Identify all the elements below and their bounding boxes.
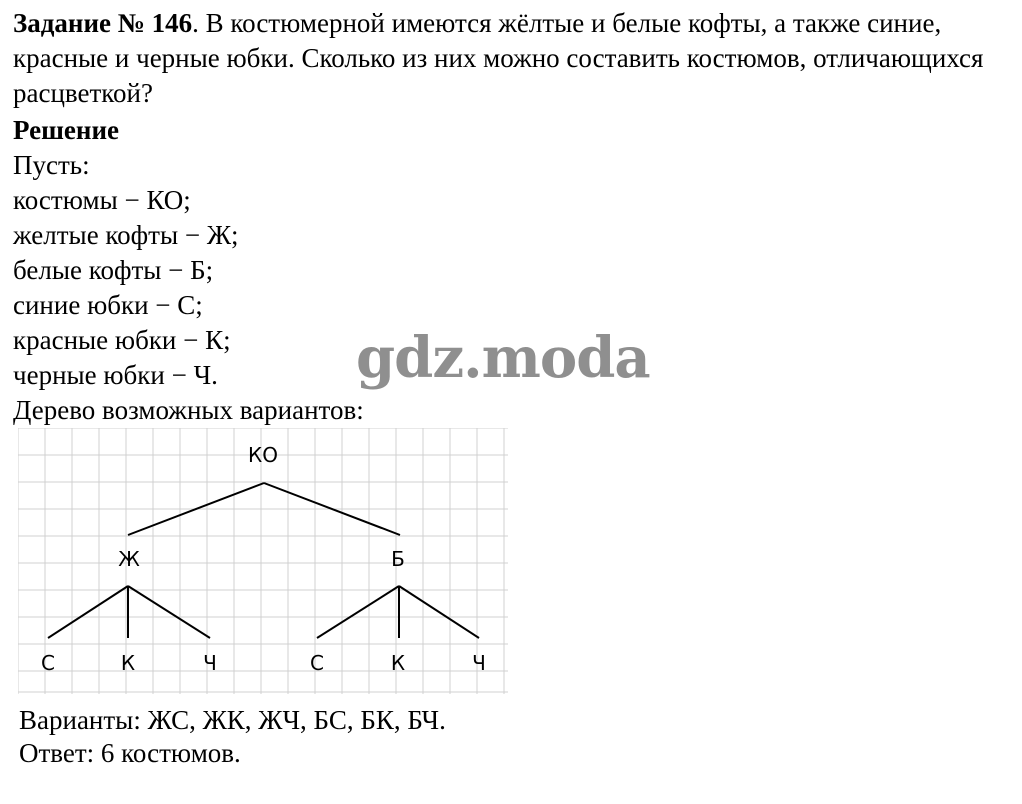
task-label: Задание № 146 [13,8,193,38]
task-text: . В костюмерной имеются жёлтые и белые кофты, а также синие, красные и черные юбки. Сколько из них можно составить костюмов, отличающихся расцветкой? [13,8,984,108]
edge-left-leaf-3 [128,586,210,638]
tree-node-branch: Ж [118,547,140,571]
definitions-intro: Пусть: [13,150,90,180]
definition-item: желтые кофты − Ж; [13,220,239,250]
definition-item: костюмы − КО; [13,185,191,215]
variants-line: Варианты: ЖС, ЖК, ЖЧ, БС, БК, БЧ. [19,705,446,735]
edge-right-leaf-1 [317,586,399,638]
watermark: gdz.moda [356,325,650,391]
definition-item: белые кофты − Б; [13,255,214,285]
definitions-list [13,148,239,393]
tree-node-leaf: С [310,651,324,675]
variant-tree-diagram [18,428,508,694]
grid-background [18,428,508,694]
tree-node-leaf: К [120,651,136,675]
tree-node-leaf: Ч [203,651,217,675]
tree-node-leaf: С [41,651,55,675]
tree-node-root: КО [248,443,278,467]
tree-edges [48,483,479,638]
edge-left-leaf-1 [48,586,128,638]
definition-item: черные юбки − Ч. [13,360,218,390]
definition-item: красные юбки − К; [13,325,231,355]
definition-item: синие юбки − С; [13,290,203,320]
edge-right-leaf-3 [399,586,479,638]
task-statement [13,6,1013,111]
tree-node-branch: Б [391,547,405,571]
solution-heading: Решение [13,115,119,145]
tree-caption: Дерево возможных вариантов: [13,395,364,425]
tree-node-leaf: Ч [472,651,486,675]
answer-line: Ответ: 6 костюмов. [19,738,241,768]
tree-node-leaf: К [390,651,406,675]
